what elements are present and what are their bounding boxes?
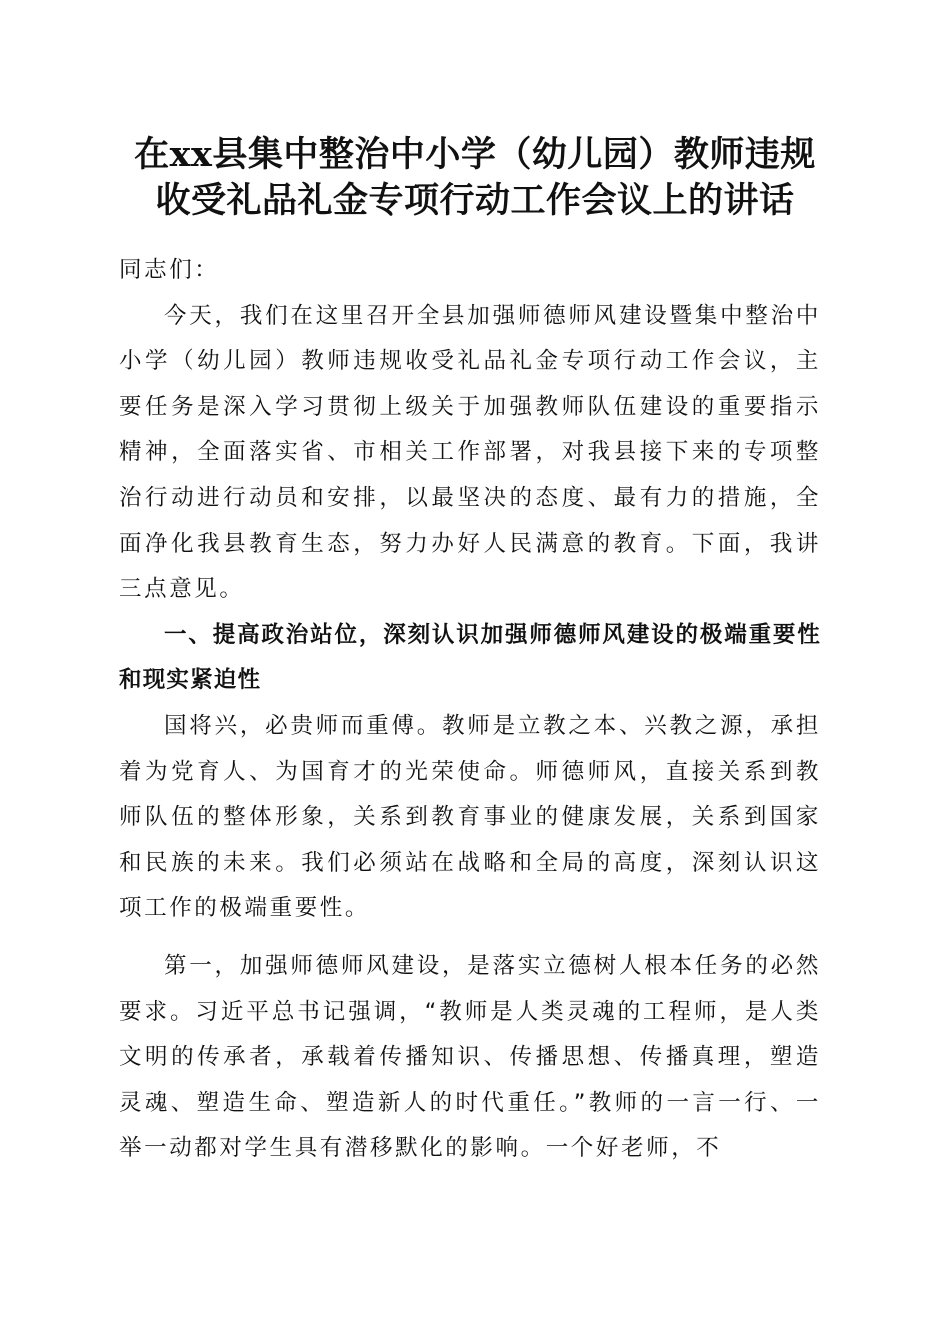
document-title	[100, 132, 850, 224]
section-1-heading: 一、提高政治站位，深刻认识加强师德师风建设的极端重要性和现实紧迫性	[119, 621, 821, 694]
intro-paragraph: 今天，我们在这里召开全县加强师德师风建设暨集中整治中小学（幼儿园）教师违规收受礼品礼金专项行动工作会议，主要任务是深入学习贯彻上级关于加强教师队伍建设的重要指示精神，全面落实省、市相关工作部署，对我县接下来的专项整治行动进行动员和安排，以最坚决的态度、最有力的措施，全面净化我县教育生态，努力办好人民满意的教育。下面，我讲三点意见。	[119, 302, 821, 603]
section-1-paragraph-1: 国将兴，必贵师而重傅。教师是立教之本、兴教之源，承担着为党育人、为国育才的光荣使命。师德师风，直接关系到教师队伍的整体形象，关系到教育事业的健康发展，关系到国家和民族的未来。我们必须站在战略和全局的高度，深刻认识这项工作的极端重要性。	[119, 712, 821, 922]
document-body	[119, 248, 821, 1172]
section-1-paragraph-2: 第一，加强师德师风建设，是落实立德树人根本任务的必然要求。习近平总书记强调，“教师是人类灵魂的工程师，是人类文明的传承者，承载着传播知识、传播思想、传播真理，塑造灵魂、塑造生命、塑造新人的时代重任。”教师的一言一行、一举一动都对学生具有潜移默化的影响。一个好老师，不	[119, 952, 821, 1162]
title-line-1: 在xx县集中整治中小学（幼儿园）教师违规	[134, 134, 816, 175]
salutation: 同志们：	[119, 257, 220, 283]
title-line-2: 收受礼品礼金专项行动工作会议上的讲话	[155, 180, 795, 221]
